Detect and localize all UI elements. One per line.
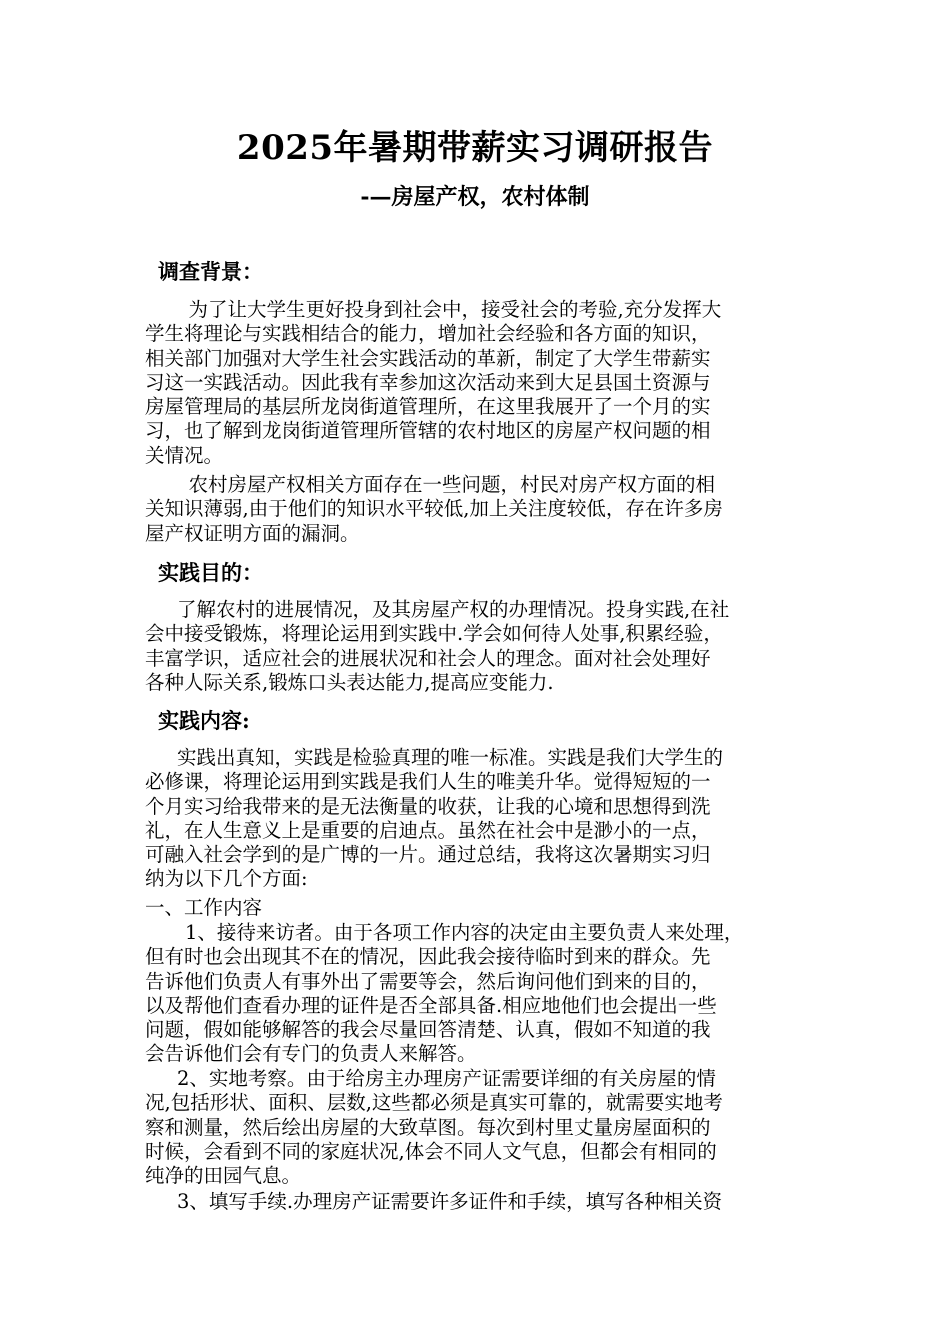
- text-line: 为了让大学生更好投身到社会中，接受社会的考验,充分发挥大: [169, 298, 722, 321]
- text-line: 农村房屋产权相关方面存在一些问题，村民对房产权方面的相: [169, 473, 716, 496]
- text-line: 以及帮他们查看办理的证件是否全部具备.相应地他们也会提出一些: [145, 993, 717, 1017]
- text-line: 学生将理论与实践相结合的能力，增加社会经验和各方面的知识，: [145, 322, 711, 346]
- text-line: 屋产权证明方面的漏洞。: [145, 521, 360, 545]
- text-line: 相关部门加强对大学生社会实践活动的革新，制定了大学生带薪实: [145, 346, 711, 370]
- background-paragraph-2: [145, 473, 810, 546]
- text-line: 必修课，将理论运用到实践是我们人生的唯美升华。觉得短短的一: [145, 770, 711, 794]
- content-paragraph: [145, 746, 810, 892]
- text-line: 习，也了解到龙岗街道管理所管辖的农村地区的房屋产权问题的相: [145, 419, 711, 443]
- text-line: 可融入社会学到的是广博的一片。通过总结，我将这次暑期实习归: [145, 843, 711, 867]
- text-line: 习这一实践活动。因此我有幸参加这次活动来到大足县国土资源与: [145, 370, 711, 394]
- text-line: 况,包括形状、面积、层数,这些都必须是真实可靠的，就需要实地考: [145, 1091, 723, 1115]
- text-line: 纳为以下几个方面:: [145, 867, 308, 891]
- work-item-3: [145, 1190, 810, 1214]
- text-line: 2、实地考察。由于给房主办理房产证需要详细的有关房屋的情: [177, 1067, 716, 1090]
- text-line: 会告诉他们会有专门的负责人来解答。: [145, 1042, 477, 1066]
- text-line: 问题，假如能够解答的我会尽量回答清楚、认真，假如不知道的我: [145, 1018, 711, 1042]
- text-line: 察和测量，然后绘出房屋的大致草图。每次到村里丈量房屋面积的: [145, 1115, 711, 1139]
- text-line: 3、填写手续.办理房产证需要许多证件和手续，填写各种相关资: [177, 1190, 723, 1213]
- list-heading-work: 一、工作内容: [145, 896, 263, 919]
- text-line: 个月实习给我带来的是无法衡量的收获，让我的心境和思想得到洗: [145, 794, 711, 818]
- text-line: 丰富学识，适应社会的进展状况和社会人的理念。面对社会处理好: [145, 646, 711, 670]
- text-line: 了解农村的进展情况，及其房屋产权的办理情况。投身实践,在社: [177, 598, 730, 621]
- document-subtitle: -—房屋产权，农村体制: [360, 184, 590, 210]
- text-line: 实践出真知，实践是检验真理的唯一标准。实践是我们大学生的: [177, 746, 724, 769]
- text-line: 各种人际关系,锻炼口头表达能力,提高应变能力.: [145, 670, 554, 694]
- text-line: 告诉他们负责人有事外出了需要等会，然后询问他们到来的目的，: [145, 969, 711, 993]
- purpose-paragraph: [145, 598, 810, 695]
- heading-background: 调查背景：: [158, 259, 263, 284]
- work-item-1: [145, 921, 810, 1067]
- work-item-2: [145, 1067, 810, 1188]
- text-line: 关知识薄弱,由于他们的知识水平较低,加上关注度较低，存在许多房: [145, 497, 723, 521]
- text-line: 房屋管理局的基层所龙岗街道管理所，在这里我展开了一个月的实: [145, 395, 711, 419]
- text-line: 时候，会看到不同的家庭状况,体会不同人文气息，但都会有相同的: [145, 1139, 717, 1163]
- text-line: 礼，在人生意义上是重要的启迪点。虽然在社会中是渺小的一点，: [145, 818, 711, 842]
- text-line: 1、接待来访者。由于各项工作内容的决定由主要负责人来处理，: [185, 921, 744, 944]
- text-line: 关情况。: [145, 443, 224, 467]
- heading-content: 实践内容:: [158, 708, 250, 733]
- text-line: 纯净的田园气息。: [145, 1164, 302, 1188]
- heading-purpose: 实践目的：: [158, 560, 263, 585]
- text-line: 但有时也会出现其不在的情况，因此我会接待临时到来的群众。先: [145, 945, 711, 969]
- document-title: 2025年暑期带薪实习调研报告: [236, 128, 714, 168]
- text-line: 会中接受锻炼，将理论运用到实践中.学会如何待人处事,积累经验，: [145, 622, 723, 646]
- background-paragraph-1: [145, 298, 810, 468]
